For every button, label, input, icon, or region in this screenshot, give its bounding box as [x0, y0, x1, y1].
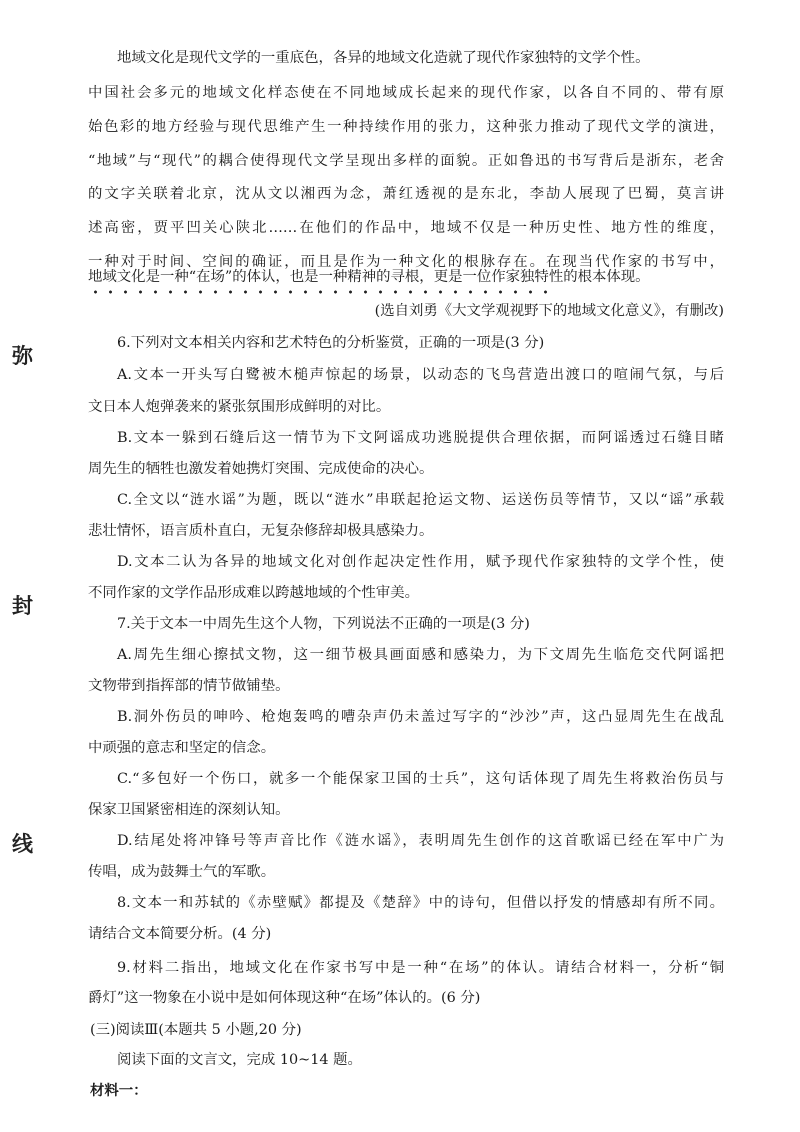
question-stem-cont: 爵灯”这一物象在小说中是如何体现这种“在场”体认的。(6 分) [88, 990, 481, 1006]
option-a: A.文本一开头写白鹭被木槌声惊起的场景，以动态的飞鸟营造出渡口的喧闹气氛，与后 [117, 367, 724, 383]
option-c: C.全文以“涟水谣”为题，既以“涟水”串联起抢运文物、运送伤员等情节，又以“谣”承载 [117, 492, 724, 508]
question-stem: 9.材料二指出，地域文化在作家书写中是一种“在场”的体认。请结合材料一，分析“铜 [117, 960, 724, 976]
option-b: B.文本一躲到石缝后这一情节为下文阿谣成功逃脱提供合理依据，而阿谣透过石缝目睹 [117, 430, 724, 446]
passage-line: 地域文化是现代文学的一重底色，各异的地域文化造就了现代作家独特的文学个性。 [117, 50, 650, 66]
option-c-cont: 保家卫国紧密相连的深刻认知。 [88, 802, 290, 818]
question-stem: 8.文本一和苏轼的《赤壁赋》都提及《楚辞》中的诗句，但借以抒发的情感却有所不同。 [117, 895, 724, 911]
option-b-cont: 周先生的牺牲也激发着她携灯突围、完成使命的决心。 [88, 461, 434, 477]
option-a: A.周先生细心擦拭文物，这一细节极具画面感和感染力，为下文周先生临危交代阿谣把 [117, 647, 724, 663]
passage-line: 地域文化是一种“在场”的体认，也是一种精神的寻根，更是一位作家独特性的根本体现。 [88, 269, 650, 285]
passage-line: 始色彩的地方经验与现代思维产生一种持续作用的张力，这种张力推动了现代文学的演进， [88, 119, 724, 135]
option-d: D.结尾处将冲锋号等声音比作《涟水谣》，表明周先生创作的这首歌谣已经在军中广为 [117, 833, 724, 849]
passage-source: (选自刘勇《大文学观视野下的地域文化意义》，有删改) [374, 303, 724, 319]
option-b-cont: 中顽强的意志和坚定的信念。 [88, 740, 276, 756]
margin-mark-xian: 线 [12, 831, 33, 856]
margin-mark-mi: 弥 [12, 343, 33, 368]
option-c: C.“多包好一个伤口，就多一个能保家卫国的士兵”，这句话体现了周先生将救治伤员与 [117, 771, 724, 787]
option-d: D.文本二认为各异的地域文化对创作起决定性作用，赋予现代作家独特的文学个性，使 [117, 554, 724, 570]
passage-line: 一种对于时间、空间的确证，而且是作为一种文化的根脉存在。在现当代作家的书写中， [88, 254, 724, 270]
option-c-cont: 悲壮情怀，语言质朴直白，无复杂修辞却极具感染力。 [88, 523, 434, 539]
question-stem: 7.关于文本一中周先生这个人物，下列说法不正确的一项是(3 分) [117, 616, 530, 632]
option-a-cont: 文日本人炮弹袭来的紧张氛围形成鲜明的对比。 [88, 399, 391, 415]
question-stem-cont: 请结合文本简要分析。(4 分) [88, 926, 272, 942]
option-a-cont: 文物带到指挥部的情节做铺垫。 [88, 678, 290, 694]
section-instruction: 阅读下面的文言文，完成 10~14 题。 [117, 1052, 362, 1068]
option-d-cont: 传唱，成为鼓舞士气的军歌。 [88, 864, 276, 880]
section-header: (三)阅读Ⅲ(本题共 5 小题,20 分) [90, 1022, 302, 1038]
option-d-cont: 不同作家的文学作品形成难以跨越地域的个性审美。 [88, 585, 419, 601]
material-1-label: 材料一： [90, 1082, 148, 1099]
option-b: B.洞外伤员的呻吟、枪炮轰鸣的嘈杂声仍未盖过写字的“沙沙”声，这凸显周先生在战乱 [117, 709, 724, 725]
passage-line: 述高密，贾平凹关心陕北……在他们的作品中，地域不仅是一种历史性、地方性的维度， [88, 220, 724, 236]
passage-line: 中国社会多元的地域文化样态使在不同地域成长起来的现代作家，以各自不同的、带有原 [88, 85, 724, 101]
passage-line: “地域”与“现代”的耦合使得现代文学呈现出多样的面貌。正如鲁迅的书写背后是浙东，老舍 [88, 153, 724, 169]
margin-mark-feng: 封 [12, 593, 33, 618]
question-stem: 6.下列对文本相关内容和艺术特色的分析鉴赏，正确的一项是(3 分) [117, 335, 545, 351]
emphasis-dots [88, 288, 558, 296]
passage-line: 的文字关联着北京，沈从文以湘西为念，萧红透视的是东北，李劼人展现了巴蜀，莫言讲 [88, 186, 724, 202]
